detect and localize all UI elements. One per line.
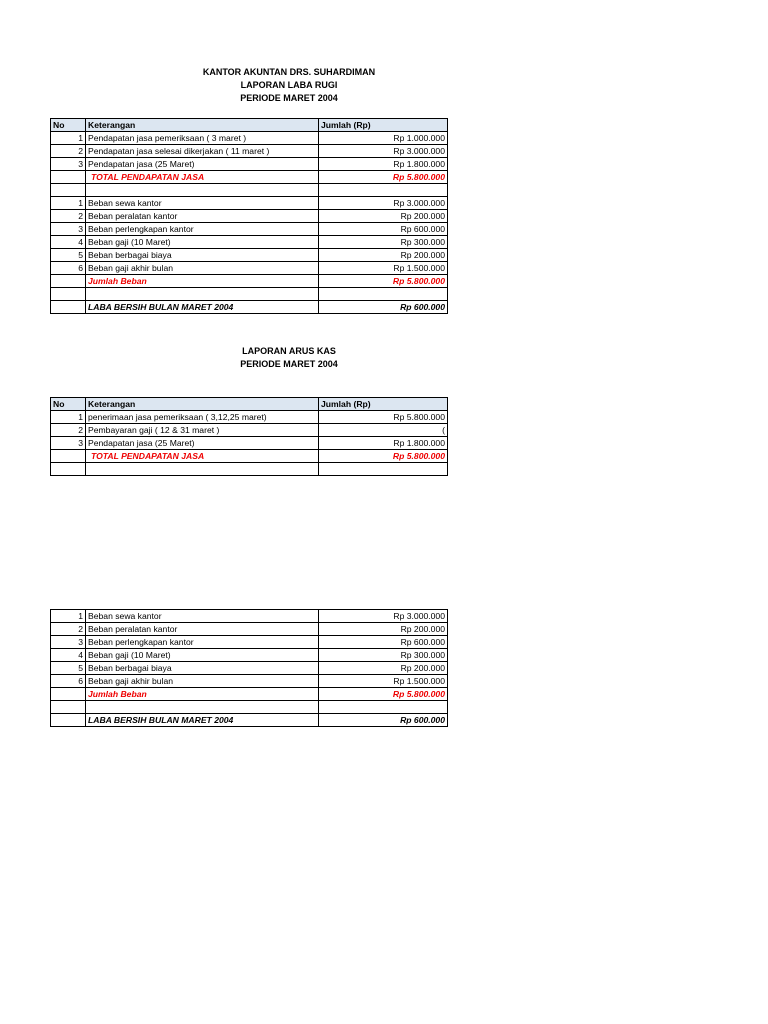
table-row (51, 411, 448, 424)
row-jumlah[interactable]: Rp 300.000 (319, 649, 448, 662)
row-jumlah[interactable]: Rp 600.000 (319, 223, 448, 236)
empty-cell[interactable] (51, 184, 86, 197)
table-row (51, 649, 448, 662)
total-pendapatan-row (51, 171, 448, 184)
row-keterangan[interactable]: Beban peralatan kantor (86, 623, 319, 636)
total-pendapatan-label[interactable]: TOTAL PENDAPATAN JASA (86, 450, 319, 463)
row-no[interactable]: 3 (51, 437, 86, 450)
company-title: KANTOR AKUNTAN DRS. SUHARDIMAN (202, 67, 376, 77)
empty-cell[interactable] (51, 714, 86, 727)
header-keterangan[interactable]: Keterangan (86, 398, 319, 411)
jumlah-beban-label[interactable]: Jumlah Beban (86, 275, 319, 288)
laba-bersih-label[interactable]: LABA BERSIH BULAN MARET 2004 (86, 714, 319, 727)
report-period: PERIODE MARET 2004 (240, 93, 338, 103)
table-row (51, 210, 448, 223)
row-keterangan[interactable]: Pendapatan jasa (25 Maret) (86, 158, 319, 171)
row-no[interactable]: 3 (51, 158, 86, 171)
laba-bersih-value[interactable]: Rp 600.000 (319, 714, 448, 727)
row-keterangan[interactable]: Beban gaji (10 Maret) (86, 649, 319, 662)
row-jumlah[interactable]: Rp 3.000.000 (319, 610, 448, 623)
row-no[interactable]: 4 (51, 649, 86, 662)
row-jumlah[interactable]: Rp 200.000 (319, 249, 448, 262)
row-jumlah[interactable]: ( (319, 424, 448, 437)
row-no[interactable]: 6 (51, 262, 86, 275)
empty-cell[interactable] (319, 288, 448, 301)
row-keterangan[interactable]: Pendapatan jasa (25 Maret) (86, 437, 319, 450)
table-row (51, 158, 448, 171)
laba-bersih-value[interactable]: Rp 600.000 (319, 301, 448, 314)
empty-cell[interactable] (51, 463, 86, 476)
row-jumlah[interactable]: Rp 1.800.000 (319, 437, 448, 450)
row-keterangan[interactable]: Beban sewa kantor (86, 197, 319, 210)
row-no[interactable]: 2 (51, 210, 86, 223)
row-keterangan[interactable]: Beban sewa kantor (86, 610, 319, 623)
empty-cell[interactable] (319, 463, 448, 476)
empty-cell[interactable] (86, 184, 319, 197)
table-row (51, 437, 448, 450)
table-header-row (51, 119, 448, 132)
row-keterangan[interactable]: Pendapatan jasa selesai dikerjakan ( 11 maret ) (86, 145, 319, 158)
jumlah-beban-value[interactable]: Rp 5.800.000 (319, 275, 448, 288)
row-no[interactable]: 1 (51, 197, 86, 210)
table-row (51, 623, 448, 636)
row-keterangan[interactable]: penerimaan jasa pemeriksaan ( 3,12,25 maret) (86, 411, 319, 424)
table-row (51, 424, 448, 437)
row-no[interactable]: 6 (51, 675, 86, 688)
report-title: LAPORAN ARUS KAS (242, 346, 336, 356)
row-keterangan[interactable]: Pembayaran gaji ( 12 & 31 maret ) (86, 424, 319, 437)
empty-cell[interactable] (51, 275, 86, 288)
beban-table (50, 609, 448, 727)
row-no[interactable]: 5 (51, 662, 86, 675)
row-no[interactable]: 2 (51, 623, 86, 636)
row-jumlah[interactable]: Rp 5.800.000 (319, 411, 448, 424)
total-pendapatan-label[interactable]: TOTAL PENDAPATAN JASA (86, 171, 319, 184)
jumlah-beban-row (51, 275, 448, 288)
row-jumlah[interactable]: Rp 1.800.000 (319, 158, 448, 171)
row-no[interactable]: 4 (51, 236, 86, 249)
row-jumlah[interactable]: Rp 600.000 (319, 636, 448, 649)
row-keterangan[interactable]: Beban berbagai biaya (86, 662, 319, 675)
row-no[interactable]: 3 (51, 636, 86, 649)
table-row (51, 132, 448, 145)
empty-row (51, 463, 448, 476)
row-jumlah[interactable]: Rp 1.500.000 (319, 675, 448, 688)
row-keterangan[interactable]: Beban perlengkapan kantor (86, 636, 319, 649)
row-jumlah[interactable]: Rp 200.000 (319, 662, 448, 675)
row-keterangan[interactable]: Pendapatan jasa pemeriksaan ( 3 maret ) (86, 132, 319, 145)
table-row (51, 636, 448, 649)
row-no[interactable]: 2 (51, 424, 86, 437)
laba-rugi-table (50, 118, 448, 314)
laba-bersih-label[interactable]: LABA BERSIH BULAN MARET 2004 (86, 301, 319, 314)
table-row (51, 145, 448, 158)
table-row (51, 223, 448, 236)
row-jumlah[interactable]: Rp 3.000.000 (319, 197, 448, 210)
row-keterangan[interactable]: Beban gaji akhir bulan (86, 675, 319, 688)
row-no[interactable]: 1 (51, 411, 86, 424)
table-row (51, 675, 448, 688)
row-keterangan[interactable]: Beban gaji (10 Maret) (86, 236, 319, 249)
row-keterangan[interactable]: Beban perlengkapan kantor (86, 223, 319, 236)
row-jumlah[interactable]: Rp 200.000 (319, 623, 448, 636)
table-row (51, 249, 448, 262)
row-no[interactable]: 1 (51, 610, 86, 623)
header-no[interactable]: No (51, 119, 86, 132)
empty-cell[interactable] (51, 171, 86, 184)
empty-row (51, 288, 448, 301)
header-jumlah[interactable]: Jumlah (Rp) (319, 398, 448, 411)
empty-row (51, 701, 448, 714)
empty-cell[interactable] (51, 288, 86, 301)
row-no[interactable]: 5 (51, 249, 86, 262)
total-pendapatan-row (51, 450, 448, 463)
empty-cell[interactable] (86, 701, 319, 714)
row-jumlah[interactable]: Rp 300.000 (319, 236, 448, 249)
empty-cell[interactable] (51, 701, 86, 714)
jumlah-beban-value[interactable]: Rp 5.800.000 (319, 688, 448, 701)
row-keterangan[interactable]: Beban peralatan kantor (86, 210, 319, 223)
arus-kas-table (50, 397, 448, 476)
header-keterangan[interactable]: Keterangan (86, 119, 319, 132)
row-keterangan[interactable]: Beban gaji akhir bulan (86, 262, 319, 275)
row-jumlah[interactable]: Rp 200.000 (319, 210, 448, 223)
arus-kas-heading (50, 345, 528, 371)
row-no[interactable]: 2 (51, 145, 86, 158)
header-no[interactable]: No (51, 398, 86, 411)
report-period: PERIODE MARET 2004 (240, 359, 338, 369)
row-no[interactable]: 3 (51, 223, 86, 236)
empty-cell[interactable] (319, 701, 448, 714)
row-jumlah[interactable]: Rp 1.500.000 (319, 262, 448, 275)
table-row (51, 197, 448, 210)
total-pendapatan-value[interactable]: Rp 5.800.000 (319, 450, 448, 463)
empty-cell[interactable] (86, 288, 319, 301)
total-pendapatan-value[interactable]: Rp 5.800.000 (319, 171, 448, 184)
row-jumlah[interactable]: Rp 3.000.000 (319, 145, 448, 158)
table-row (51, 236, 448, 249)
table-header-row (51, 398, 448, 411)
laba-rugi-heading (50, 66, 528, 105)
row-keterangan[interactable]: Beban berbagai biaya (86, 249, 319, 262)
empty-cell[interactable] (319, 184, 448, 197)
report-title: LAPORAN LABA RUGI (240, 80, 338, 90)
empty-cell[interactable] (51, 688, 86, 701)
table-row (51, 610, 448, 623)
jumlah-beban-row (51, 688, 448, 701)
empty-cell[interactable] (51, 450, 86, 463)
laba-bersih-row (51, 714, 448, 727)
table-row (51, 662, 448, 675)
table-row (51, 262, 448, 275)
row-no[interactable]: 1 (51, 132, 86, 145)
row-jumlah[interactable]: Rp 1.000.000 (319, 132, 448, 145)
laba-bersih-row (51, 301, 448, 314)
empty-row (51, 184, 448, 197)
empty-cell[interactable] (51, 301, 86, 314)
empty-cell[interactable] (86, 463, 319, 476)
jumlah-beban-label[interactable]: Jumlah Beban (86, 688, 319, 701)
header-jumlah[interactable]: Jumlah (Rp) (319, 119, 448, 132)
